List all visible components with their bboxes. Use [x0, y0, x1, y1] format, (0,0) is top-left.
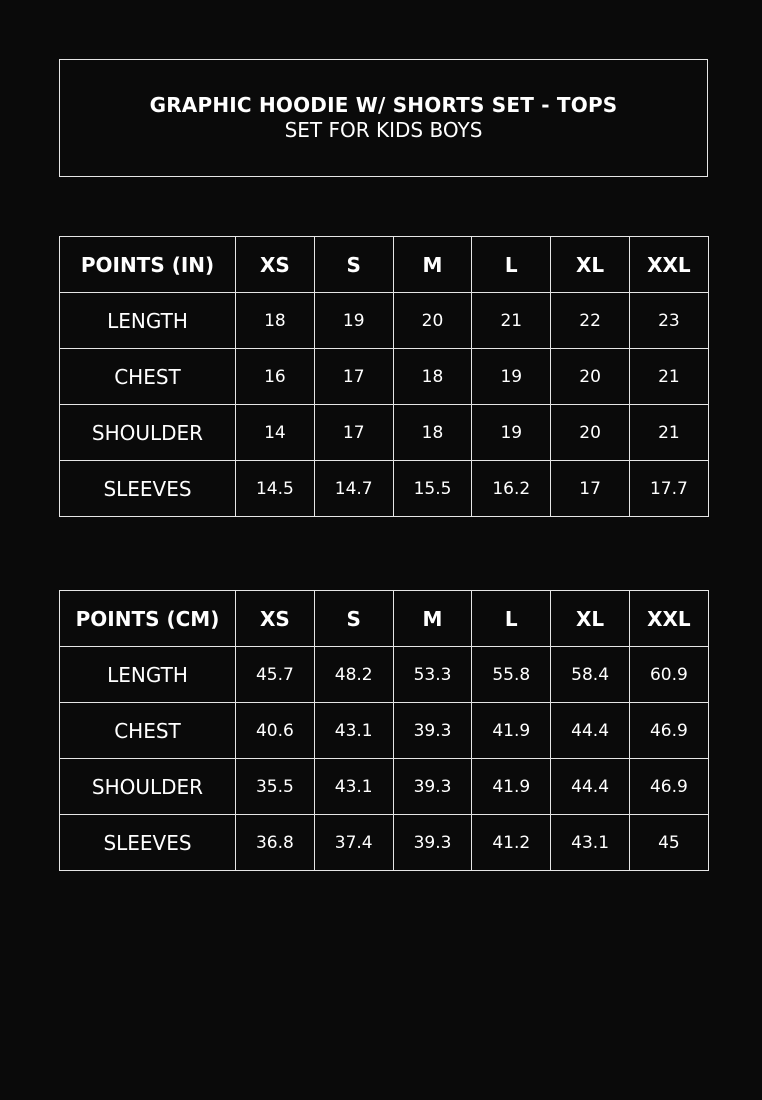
table-cell: 21 — [629, 405, 708, 461]
table-cell: 44.4 — [551, 703, 630, 759]
table-header-row — [60, 237, 709, 293]
table-cell: 43.1 — [551, 815, 630, 871]
page-subtitle: SET FOR KIDS BOYS — [284, 118, 483, 142]
size-header: XXL — [629, 237, 708, 293]
table-cell: 16 — [236, 349, 315, 405]
row-label: LENGTH — [60, 293, 236, 349]
table-cell: 18 — [393, 349, 472, 405]
table-cell: 46.9 — [629, 759, 708, 815]
table-cell: 17 — [314, 405, 393, 461]
table-cell: 20 — [551, 349, 630, 405]
table-row — [60, 815, 709, 871]
table-cell: 17.7 — [629, 461, 708, 517]
size-table-centimeters — [59, 590, 709, 871]
table-row — [60, 349, 709, 405]
row-label: SLEEVES — [60, 815, 236, 871]
table-cell: 36.8 — [236, 815, 315, 871]
table-cell: 20 — [393, 293, 472, 349]
table-cell: 45.7 — [236, 647, 315, 703]
table-cell: 41.9 — [472, 759, 551, 815]
table-cell: 22 — [551, 293, 630, 349]
table-row — [60, 647, 709, 703]
page-title: GRAPHIC HOODIE W/ SHORTS SET - TOPS — [149, 93, 618, 117]
table-cell: 43.1 — [314, 703, 393, 759]
table-cell: 45 — [629, 815, 708, 871]
table-cell: 17 — [314, 349, 393, 405]
table-cell: 55.8 — [472, 647, 551, 703]
table-cell: 23 — [629, 293, 708, 349]
table-cell: 16.2 — [472, 461, 551, 517]
table-cell: 19 — [314, 293, 393, 349]
table-cell: 35.5 — [236, 759, 315, 815]
points-header: POINTS (CM) — [60, 591, 236, 647]
table-cell: 43.1 — [314, 759, 393, 815]
size-table-inches — [59, 236, 709, 517]
table-cell: 14.5 — [236, 461, 315, 517]
table-cell: 18 — [393, 405, 472, 461]
row-label: SHOULDER — [60, 405, 236, 461]
table-cell: 40.6 — [236, 703, 315, 759]
table-cell: 19 — [472, 405, 551, 461]
table-cell: 53.3 — [393, 647, 472, 703]
size-header: XL — [551, 591, 630, 647]
table-cell: 46.9 — [629, 703, 708, 759]
size-header: M — [393, 237, 472, 293]
row-label: SHOULDER — [60, 759, 236, 815]
table-cell: 14 — [236, 405, 315, 461]
table-cell: 17 — [551, 461, 630, 517]
table-cell: 37.4 — [314, 815, 393, 871]
table-row — [60, 759, 709, 815]
size-header: XS — [236, 237, 315, 293]
table-cell: 39.3 — [393, 759, 472, 815]
table-row — [60, 703, 709, 759]
size-header: XL — [551, 237, 630, 293]
table-cell: 14.7 — [314, 461, 393, 517]
table-cell: 21 — [472, 293, 551, 349]
size-header: M — [393, 591, 472, 647]
table-cell: 18 — [236, 293, 315, 349]
table-cell: 48.2 — [314, 647, 393, 703]
table-row — [60, 405, 709, 461]
row-label: CHEST — [60, 703, 236, 759]
table-row — [60, 293, 709, 349]
size-header: L — [472, 591, 551, 647]
table-cell: 41.2 — [472, 815, 551, 871]
title-box — [59, 59, 708, 177]
table-cell: 15.5 — [393, 461, 472, 517]
table-cell: 19 — [472, 349, 551, 405]
table-cell: 20 — [551, 405, 630, 461]
table-cell: 41.9 — [472, 703, 551, 759]
table-cell: 58.4 — [551, 647, 630, 703]
size-header: S — [314, 591, 393, 647]
size-header: L — [472, 237, 551, 293]
table-cell: 44.4 — [551, 759, 630, 815]
table-row — [60, 461, 709, 517]
row-label: CHEST — [60, 349, 236, 405]
table-cell: 39.3 — [393, 703, 472, 759]
row-label: SLEEVES — [60, 461, 236, 517]
table-cell: 60.9 — [629, 647, 708, 703]
table-cell: 39.3 — [393, 815, 472, 871]
table-header-row — [60, 591, 709, 647]
row-label: LENGTH — [60, 647, 236, 703]
points-header: POINTS (IN) — [60, 237, 236, 293]
size-header: S — [314, 237, 393, 293]
size-header: XXL — [629, 591, 708, 647]
size-header: XS — [236, 591, 315, 647]
table-cell: 21 — [629, 349, 708, 405]
